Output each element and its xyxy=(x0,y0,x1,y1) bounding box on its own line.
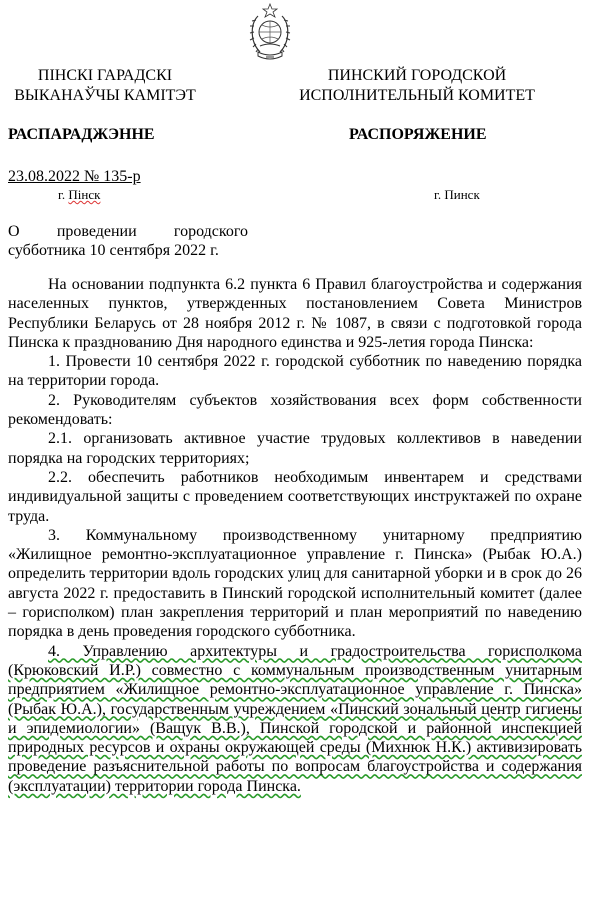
issuer-name-ru-line2: ИСПОЛНИТЕЛЬНЫЙ КОМИТЕТ xyxy=(299,87,535,104)
paragraph-4-text: 4. Управлению архитектуры и градостроительства горисполкома (Крюковский И.Р.) совместно с коммунальным производственным унитарным предприятием «Жилищное ремонтно-эксплуатационное управление г. Пинска» (Рыбак Ю.А.), государственным учреждением «Пинский зональный центр гигиены и эпидемиологии» (Ващук В.В.), Пинской городской и районной инспекцией природных ресурсов и охраны окружающей среды (Михнюк Н.К.) активизировать проведение разъяснительной работы по вопросам благоустройства и содержания (эксплуатации) территории города Пинска. xyxy=(8,642,582,795)
issuer-name-by-line1: ПІНСКІ ГАРАДСКІ xyxy=(37,67,173,84)
doc-subject: О проведении городского субботника 10 сентября 2022 г. xyxy=(8,223,248,259)
doc-type-by: РАСПАРАДЖЭННЕ xyxy=(8,126,155,143)
doc-body xyxy=(8,275,582,796)
issuer-name-ru-line1: ПИНСКИЙ ГОРОДСКОЙ xyxy=(327,67,507,84)
city-by xyxy=(58,187,100,203)
city-by-name: Пінск xyxy=(68,187,101,202)
paragraph-preamble: На основании подпункта 6.2 пункта 6 Правил благоустройства и содержания населенных пунктов, утвержденных постановлением Совета Министров Республики Беларусь от 28 ноября 2012 г. № 1087, в связи с подготовкой города Пинска к празднованию Дня народного единства и 925-летия города Пинска: xyxy=(8,276,582,351)
state-emblem-icon xyxy=(246,2,294,62)
city-by-prefix: г. xyxy=(58,187,69,202)
paragraph-2: 2. Руководителям субъектов хозяйствования всех форм собственности рекомендовать: xyxy=(8,391,582,429)
issuer-name-by-line2: ВЫКАНАЎЧЫ КАМІТЭТ xyxy=(14,87,196,104)
paragraph-2-1: 2.1. организовать активное участие трудовых коллективов в наведении порядка на городских территориях; xyxy=(8,430,582,467)
city-ru: г. Пинск xyxy=(434,187,480,202)
paragraph-4 xyxy=(8,642,582,796)
paragraph-1: 1. Провести 10 сентября 2022 г. городской субботник по наведению порядка на территории города. xyxy=(8,353,582,390)
doc-type-ru: РАСПОРЯЖЕНИЕ xyxy=(349,126,487,143)
doc-date-number: 23.08.2022 № 135-р xyxy=(8,168,141,185)
paragraph-2-2: 2.2. обеспечить работников необходимым инвентарем и средствами индивидуальной защиты с проведением соответствующих инструктажей по охране труда. xyxy=(8,468,582,525)
paragraph-3: 3. Коммунальному производственному унитарному предприятию «Жилищное ремонтно-эксплуатационное управление г. Пинска» (Рыбак Ю.А.) определить территории вдоль городских улиц для санитарной уборки и в срок до 26 августа 2022 г. предоставить в Пинский городской исполнительный комитет (далее – горисполком) план закрепления территорий и план мероприятий по наведению порядка в день проведения городского субботника. xyxy=(8,526,582,641)
issuer-name-by xyxy=(0,66,210,106)
issuer-name-ru xyxy=(294,66,540,106)
